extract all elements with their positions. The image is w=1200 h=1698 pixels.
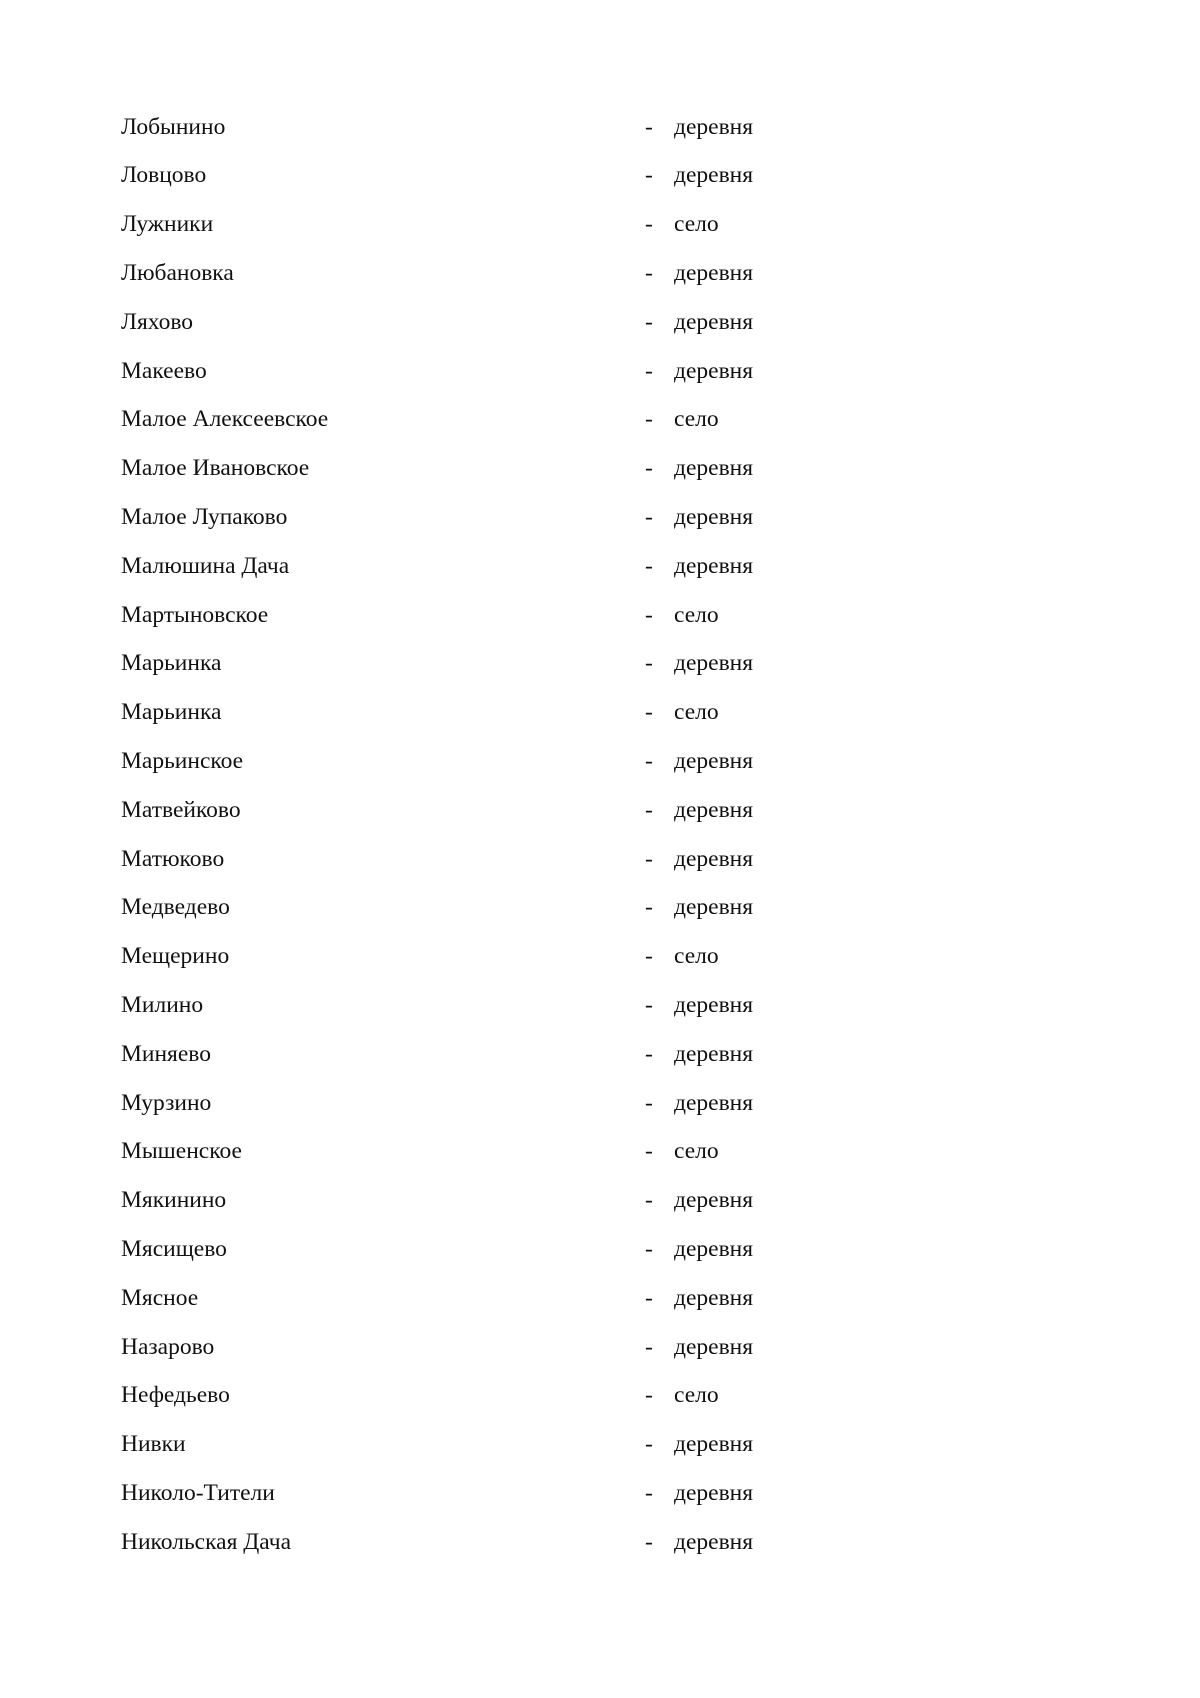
separator-dash: - <box>645 845 653 872</box>
settlement-name: Мещерино <box>121 943 230 970</box>
settlement-name: Макеево <box>121 357 207 384</box>
settlement-type: деревня <box>674 1235 754 1262</box>
settlement-type: деревня <box>674 1040 754 1067</box>
separator-dash: - <box>645 1382 653 1409</box>
settlement-name: Малое Лупаково <box>121 504 288 531</box>
settlement-name: Марьинка <box>121 650 222 677</box>
separator-dash: - <box>645 894 653 921</box>
settlement-row <box>121 152 1021 201</box>
separator-dash: - <box>645 1431 653 1458</box>
settlement-type: село <box>674 406 719 433</box>
settlement-row <box>121 1177 1021 1226</box>
settlement-name: Миняево <box>121 1040 211 1067</box>
settlement-type: деревня <box>674 1187 754 1214</box>
settlement-name: Матюково <box>121 845 225 872</box>
settlement-type: деревня <box>674 1284 754 1311</box>
settlement-type: деревня <box>674 552 754 579</box>
settlement-type: село <box>674 211 719 238</box>
settlement-name: Мякинино <box>121 1187 227 1214</box>
settlement-row <box>121 981 1021 1030</box>
settlement-name: Мурзино <box>121 1089 212 1116</box>
settlement-name: Лобынино <box>121 113 226 140</box>
settlement-row <box>121 1469 1021 1518</box>
separator-dash: - <box>645 796 653 823</box>
separator-dash: - <box>645 1284 653 1311</box>
settlement-name: Мясное <box>121 1284 199 1311</box>
separator-dash: - <box>645 748 653 774</box>
separator-dash: - <box>645 357 653 384</box>
settlement-name: Медведево <box>121 894 230 921</box>
settlement-type: деревня <box>674 650 754 677</box>
separator-dash: - <box>645 1187 653 1214</box>
settlement-name: Ляхово <box>121 308 194 335</box>
settlement-type: деревня <box>674 308 754 335</box>
separator-dash: - <box>645 260 653 287</box>
settlement-name: Мясищево <box>121 1235 227 1262</box>
settlement-type: деревня <box>674 1528 754 1555</box>
settlement-type: деревня <box>674 1333 754 1360</box>
separator-dash: - <box>645 1040 653 1067</box>
settlement-type: деревня <box>674 1431 754 1458</box>
settlement-row <box>121 1225 1021 1274</box>
settlement-type: деревня <box>674 455 754 482</box>
separator-dash: - <box>645 991 653 1018</box>
settlement-name: Любановка <box>121 260 234 287</box>
settlement-row <box>121 1421 1021 1470</box>
settlement-name: Николо-Тители <box>121 1479 275 1506</box>
separator-dash: - <box>645 504 653 531</box>
settlement-row <box>121 835 1021 884</box>
settlement-row <box>121 1323 1021 1372</box>
settlement-row <box>121 493 1021 542</box>
settlement-row <box>121 347 1021 396</box>
settlement-type: деревня <box>674 260 754 287</box>
settlement-name: Мартыновское <box>121 601 269 628</box>
separator-dash: - <box>645 650 653 677</box>
settlement-type: деревня <box>674 504 754 531</box>
settlement-row <box>121 396 1021 445</box>
settlement-name: Малое Ивановское <box>121 455 310 482</box>
settlement-row <box>121 689 1021 738</box>
settlement-type: село <box>674 699 719 726</box>
settlement-type: деревня <box>674 796 754 823</box>
settlement-row <box>121 591 1021 640</box>
separator-dash: - <box>645 1528 653 1555</box>
separator-dash: - <box>645 455 653 482</box>
settlement-name: Матвейково <box>121 796 241 823</box>
settlement-row <box>121 640 1021 689</box>
settlement-type: деревня <box>674 845 754 872</box>
settlement-name: Марьинка <box>121 699 222 726</box>
settlement-row <box>121 249 1021 298</box>
settlement-row <box>121 542 1021 591</box>
separator-dash: - <box>645 211 653 238</box>
separator-dash: - <box>645 1235 653 1262</box>
settlement-row <box>121 1372 1021 1421</box>
settlement-list <box>121 103 1021 1567</box>
settlement-row <box>121 103 1021 152</box>
settlement-type: деревня <box>674 162 754 189</box>
settlement-name: Никольская Дача <box>121 1528 292 1555</box>
settlement-name: Малюшина Дача <box>121 552 290 579</box>
settlement-name: Назарово <box>121 1333 215 1360</box>
separator-dash: - <box>645 552 653 579</box>
settlement-name: Нефедьево <box>121 1382 230 1409</box>
settlement-row <box>121 445 1021 494</box>
settlement-name: Ловцово <box>121 162 207 189</box>
settlement-row <box>121 1079 1021 1128</box>
settlement-name: Марьинское <box>121 748 244 774</box>
settlement-type: деревня <box>674 1089 754 1116</box>
separator-dash: - <box>645 406 653 433</box>
settlement-row <box>121 201 1021 250</box>
settlement-name: Нивки <box>121 1431 186 1458</box>
settlement-type: деревня <box>674 113 754 140</box>
settlement-type: село <box>674 601 719 628</box>
settlement-type: деревня <box>674 1479 754 1506</box>
settlement-type: деревня <box>674 357 754 384</box>
separator-dash: - <box>645 1479 653 1506</box>
settlement-row <box>121 884 1021 933</box>
settlement-type: село <box>674 1382 719 1409</box>
settlement-name: Малое Алексеевское <box>121 406 329 433</box>
settlement-type: село <box>674 1138 719 1165</box>
settlement-name: Милино <box>121 991 204 1018</box>
separator-dash: - <box>645 1333 653 1360</box>
settlement-type: деревня <box>674 894 754 921</box>
settlement-row <box>121 1518 1021 1567</box>
settlement-name: Мышенское <box>121 1138 242 1165</box>
settlement-row <box>121 1128 1021 1177</box>
separator-dash: - <box>645 162 653 189</box>
separator-dash: - <box>645 943 653 970</box>
separator-dash: - <box>645 601 653 628</box>
separator-dash: - <box>645 308 653 335</box>
settlement-row <box>121 1274 1021 1323</box>
settlement-row <box>121 786 1021 835</box>
settlement-type: деревня <box>674 748 754 774</box>
settlement-row <box>121 933 1021 982</box>
separator-dash: - <box>645 1138 653 1165</box>
separator-dash: - <box>645 699 653 726</box>
settlement-name: Лужники <box>121 211 214 238</box>
settlement-row <box>121 298 1021 347</box>
settlement-type: деревня <box>674 991 754 1018</box>
separator-dash: - <box>645 1089 653 1116</box>
settlement-row <box>121 737 1021 786</box>
separator-dash: - <box>645 113 653 140</box>
settlement-row <box>121 1030 1021 1079</box>
settlement-type: село <box>674 943 719 970</box>
